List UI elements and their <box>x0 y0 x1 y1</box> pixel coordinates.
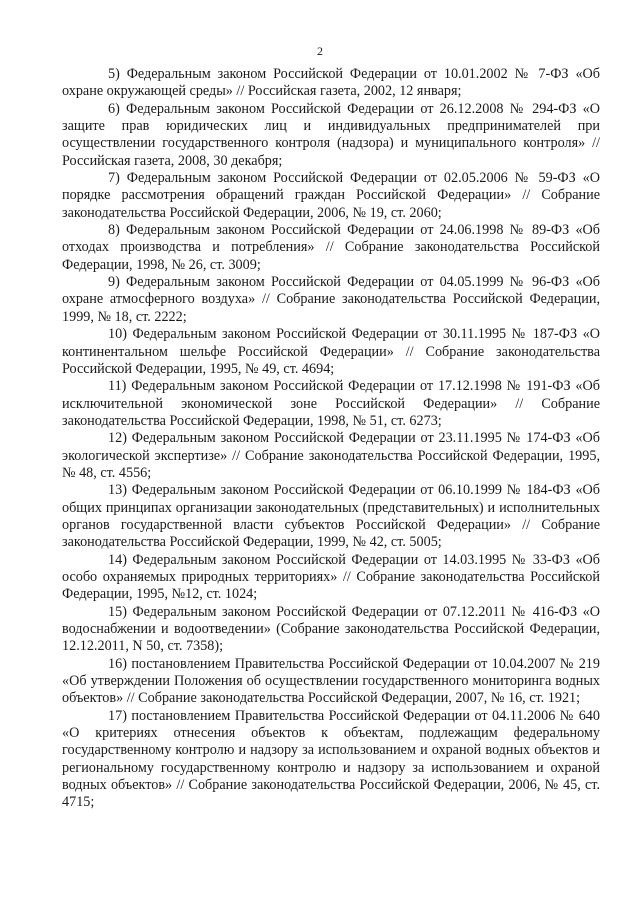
list-item: 15) Федеральным законом Российской Федерации от 07.12.2011 № 416-ФЗ «О водоснабжении и водоотведении» (Собрание законодательства Российской Федерации, 12.12.2011, N 50, ст. 7358); <box>62 603 600 655</box>
list-item: 13) Федеральным законом Российской Федерации от 06.10.1999 № 184-ФЗ «Об общих принципах организации законодательных (представительных) и исполнительных органов государственной власти субъектов Российской Федерации» // Собрание законодательства Российской Федерации, 1999, № 42, ст. 5005; <box>62 482 600 551</box>
page-number: 2 <box>317 44 323 58</box>
list-item: 14) Федеральным законом Российской Федерации от 14.03.1995 № 33-ФЗ «Об особо охраняемых природных территориях» // Собрание законодательства Российской Федерации, 1995, №12, ст. 1024; <box>62 551 600 603</box>
list-item: 5) Федеральным законом Российской Федерации от 10.01.2002 № 7-ФЗ «Об охране окружающей среды» // Российская газета, 2002, 12 января; <box>62 66 600 100</box>
list-item: 16) постановлением Правительства Российской Федерации от 10.04.2007 № 219 «Об утверждении Положения об осуществлении государственного мониторинга водных объектов» // Собрание законодательства Российской Федерации, 2007, № 16, ст. 1921; <box>62 655 600 707</box>
list-item: 9) Федеральным законом Российской Федерации от 04.05.1999 № 96-ФЗ «Об охране атмосферного воздуха» // Собрание законодательства Российской Федерации, 1999, № 18, ст. 2222; <box>62 274 600 325</box>
list-item: 12) Федеральным законом Российской Федерации от 23.11.1995 № 174-ФЗ «Об экологической экспертизе» // Собрание законодательства Российской Федерации, 1995, № 48, ст. 4556; <box>62 430 600 481</box>
list-item: 7) Федеральным законом Российской Федерации от 02.05.2006 № 59-ФЗ «О порядке рассмотрения обращений граждан Российской Федерации» // Собрание законодательства Российской Федерации, 2006, № 19, ст. 2060; <box>62 170 600 221</box>
list-item: 10) Федеральным законом Российской Федерации от 30.11.1995 № 187-ФЗ «О континентальном шельфе Российской Федерации» // Собрание законодательства Российской Федерации, 1995, № 49, ст. 4694; <box>62 326 600 377</box>
list-item: 17) постановлением Правительства Российской Федерации от 04.11.2006 № 640 «О критериях отнесения объектов к объектам, подлежащим федеральному государственному контролю и надзору за использованием и охраной водных объектов и региональному государственному контролю и надзору за использованием и охраной водных объектов» // Собрание законодательства Российской Федерации, 2006, № 45, ст. 4715; <box>62 707 600 811</box>
legal-references-list <box>62 66 600 812</box>
list-item: 6) Федеральным законом Российской Федерации от 26.12.2008 № 294-ФЗ «О защите прав юридических лиц и индивидуальных предпринимателей при осуществлении государственного контроля (надзора) и муниципального контроля» // Российская газета, 2008, 30 декабря; <box>62 100 600 169</box>
list-item: 8) Федеральным законом Российской Федерации от 24.06.1998 № 89-ФЗ «Об отходах производства и потребления» // Собрание законодательства Российской Федерации, 1998, № 26, ст. 3009; <box>62 222 600 273</box>
list-item: 11) Федеральным законом Российской Федерации от 17.12.1998 № 191-ФЗ «Об исключительной экономической зоне Российской Федерации» // Собрание законодательства Российской Федерации, 1998, № 51, ст. 6273; <box>62 378 600 429</box>
